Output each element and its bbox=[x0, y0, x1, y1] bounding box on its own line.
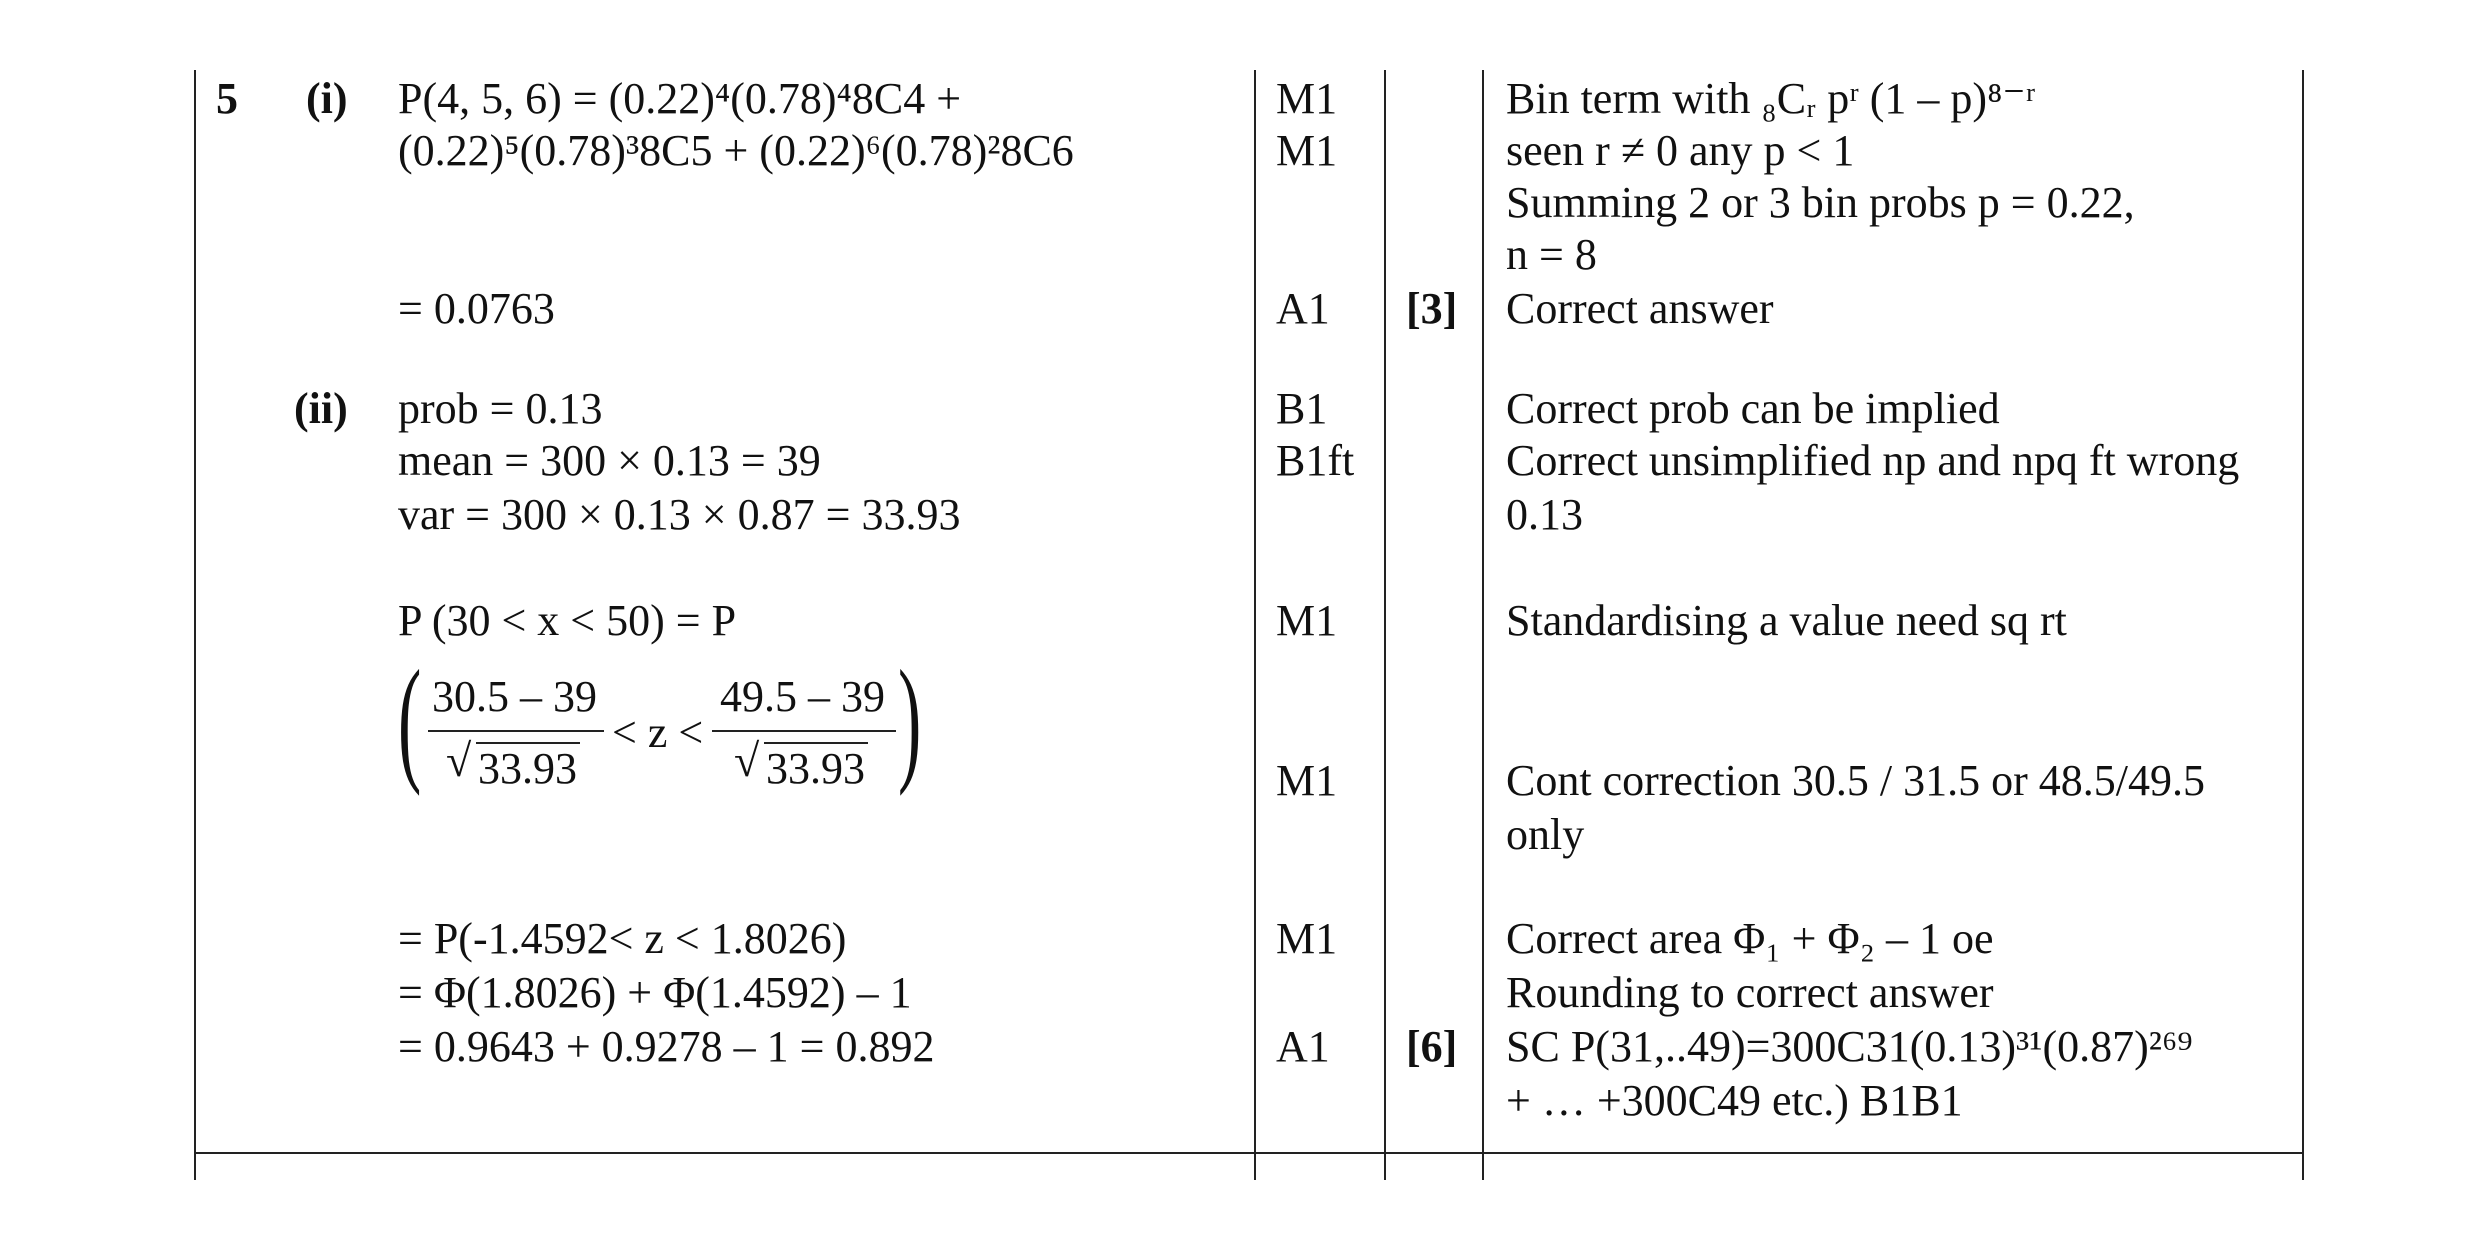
guidance-line: Rounding to correct answer bbox=[1506, 968, 1994, 1017]
fraction-numerator: 30.5 – 39 bbox=[432, 672, 597, 721]
mark: A1 bbox=[1276, 284, 1330, 333]
mark: M1 bbox=[1276, 126, 1338, 175]
mark: M1 bbox=[1276, 914, 1338, 963]
guidance-line: Correct unsimplified np and npq ft wrong bbox=[1506, 436, 2240, 485]
fraction-bar bbox=[712, 730, 896, 732]
guidance-line: seen r ≠ 0 any p < 1 bbox=[1506, 126, 1855, 175]
guidance-line: Standardising a value need sq rt bbox=[1506, 596, 2067, 645]
fraction-numerator: 49.5 – 39 bbox=[720, 672, 885, 721]
guidance-line: + … +300C49 etc.) B1B1 bbox=[1506, 1076, 1963, 1125]
sqrt-sign: √ bbox=[734, 735, 760, 786]
working-line: = 0.0763 bbox=[398, 284, 555, 333]
table-border-right bbox=[2302, 70, 2304, 1180]
part-total: [6] bbox=[1406, 1022, 1458, 1071]
mark: B1 bbox=[1276, 384, 1328, 433]
guidance-line: n = 8 bbox=[1506, 230, 1597, 279]
fraction-denominator: 33.93 bbox=[766, 744, 865, 793]
guidance-line: Correct answer bbox=[1506, 284, 1774, 333]
working-line: P (30 < x < 50) = P bbox=[398, 596, 737, 645]
fraction-bar bbox=[428, 730, 604, 732]
guidance-line: 0.13 bbox=[1506, 490, 1583, 539]
working-line: var = 300 × 0.13 × 0.87 = 33.93 bbox=[398, 490, 961, 539]
fraction-denominator: 33.93 bbox=[478, 744, 577, 793]
guidance-line: only bbox=[1506, 810, 1585, 859]
guidance-line: Bin term with ₈Cᵣ pʳ (1 – p)⁸⁻ʳ bbox=[1506, 74, 2036, 123]
column-divider-working bbox=[1254, 70, 1256, 1180]
part-total: [3] bbox=[1406, 284, 1458, 333]
part-label-i: (i) bbox=[306, 74, 348, 123]
row-divider bbox=[194, 1152, 2304, 1154]
guidance-line: Correct prob can be implied bbox=[1506, 384, 2000, 433]
working-line: = P(-1.4592< z < 1.8026) bbox=[398, 914, 847, 963]
inequality: < z < bbox=[612, 708, 704, 757]
mark: M1 bbox=[1276, 596, 1338, 645]
working-line: mean = 300 × 0.13 = 39 bbox=[398, 436, 821, 485]
working-line: = Φ(1.8026) + Φ(1.4592) – 1 bbox=[398, 968, 912, 1017]
guidance-line: Cont correction 30.5 / 31.5 or 48.5/49.5 bbox=[1506, 756, 2206, 805]
guidance-line: Summing 2 or 3 bin probs p = 0.22, bbox=[1506, 178, 2135, 227]
part-label-ii: (ii) bbox=[294, 384, 348, 433]
guidance-line: Correct area Φ₁ + Φ₂ – 1 oe bbox=[1506, 914, 1994, 963]
left-paren: ( bbox=[398, 642, 422, 797]
sqrt-sign: √ bbox=[446, 735, 472, 786]
working-line: (0.22)⁵(0.78)³8C5 + (0.22)⁶(0.78)²8C6 bbox=[398, 126, 1074, 175]
question-number: 5 bbox=[216, 74, 238, 123]
right-paren: ) bbox=[898, 642, 922, 797]
working-line: P(4, 5, 6) = (0.22)⁴(0.78)⁴8C4 + bbox=[398, 74, 962, 123]
mark: A1 bbox=[1276, 1022, 1330, 1071]
working-line: prob = 0.13 bbox=[398, 384, 603, 433]
column-divider-total bbox=[1482, 70, 1484, 1180]
mark: M1 bbox=[1276, 756, 1338, 805]
working-line: = 0.9643 + 0.9278 – 1 = 0.892 bbox=[398, 1022, 935, 1071]
column-divider-marks bbox=[1384, 70, 1386, 1180]
mark: M1 bbox=[1276, 74, 1338, 123]
table-border-left bbox=[194, 70, 196, 1180]
guidance-line: SC P(31,..49)=300C31(0.13)³¹(0.87)²⁶⁹ bbox=[1506, 1022, 2193, 1071]
mark: B1ft bbox=[1276, 436, 1355, 485]
